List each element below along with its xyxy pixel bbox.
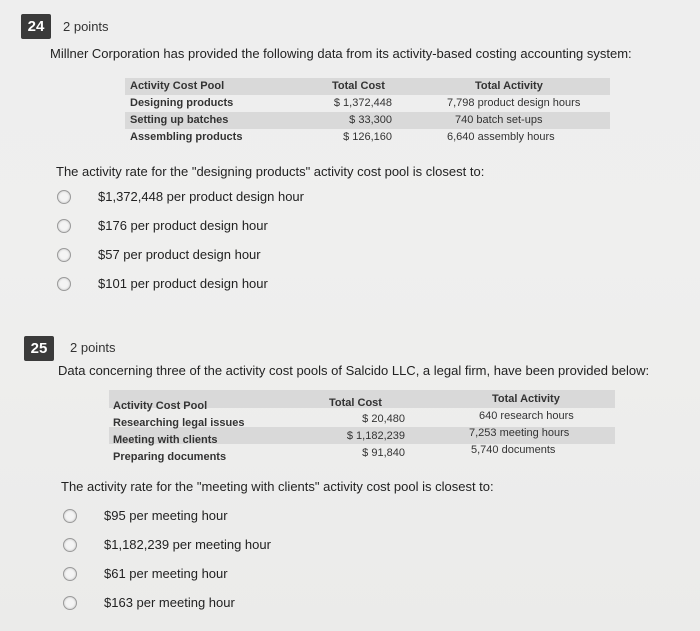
table-cell: 740 batch set-ups bbox=[455, 114, 543, 126]
activity-table bbox=[109, 390, 615, 464]
table-cell: Assembling products bbox=[130, 131, 243, 143]
table-row bbox=[125, 129, 610, 146]
answer-option[interactable] bbox=[57, 215, 71, 237]
answer-option-label[interactable]: $176 per product design hour bbox=[98, 218, 268, 233]
table-cell: $ 1,372,448 bbox=[333, 97, 392, 109]
answer-option[interactable] bbox=[57, 273, 71, 295]
radio-button[interactable] bbox=[57, 248, 71, 262]
table-cell: 6,640 assembly hours bbox=[447, 131, 555, 143]
answer-option-label[interactable]: $1,182,239 per meeting hour bbox=[104, 537, 271, 552]
radio-button[interactable] bbox=[63, 567, 77, 581]
answer-option-label[interactable]: $57 per product design hour bbox=[98, 247, 261, 262]
answer-option-label[interactable]: $61 per meeting hour bbox=[104, 566, 228, 581]
table-cell: Designing products bbox=[130, 97, 234, 109]
table-row bbox=[125, 95, 610, 112]
table-cell: Researching legal issues bbox=[113, 417, 245, 429]
question-intro: Millner Corporation has provided the following data from its activity-based costing accounting system: bbox=[50, 46, 632, 61]
answer-option[interactable] bbox=[63, 534, 77, 556]
table-row bbox=[125, 112, 610, 129]
question-text: The activity rate for the "meeting with clients" activity cost pool is closest to: bbox=[61, 479, 494, 494]
radio-button[interactable] bbox=[57, 277, 71, 291]
answer-option[interactable] bbox=[57, 244, 71, 266]
table-header: Total Activity bbox=[492, 393, 560, 405]
answer-option[interactable] bbox=[63, 505, 77, 527]
question-number: 25 bbox=[24, 336, 54, 361]
table-cell: 7,253 meeting hours bbox=[469, 427, 570, 439]
table-cell: $ 1,182,239 bbox=[346, 430, 405, 442]
table-cell: 7,798 product design hours bbox=[447, 97, 581, 109]
activity-table bbox=[125, 78, 610, 148]
table-cell: $ 126,160 bbox=[343, 131, 392, 143]
answer-option-label[interactable]: $101 per product design hour bbox=[98, 276, 268, 291]
answer-option[interactable] bbox=[63, 592, 77, 614]
radio-button[interactable] bbox=[63, 538, 77, 552]
table-header: Total Cost bbox=[332, 80, 385, 92]
table-cell: $ 91,840 bbox=[362, 447, 405, 459]
table-cell: $ 20,480 bbox=[362, 413, 405, 425]
table-header: Activity Cost Pool bbox=[130, 80, 225, 92]
table-cell: 640 research hours bbox=[479, 410, 574, 422]
answer-option-label[interactable]: $95 per meeting hour bbox=[104, 508, 228, 523]
table-header: Total Cost bbox=[329, 397, 382, 409]
question-text: The activity rate for the "designing products" activity cost pool is closest to: bbox=[56, 164, 485, 179]
table-cell: Meeting with clients bbox=[113, 434, 218, 446]
question-intro: Data concerning three of the activity cost pools of Salcido LLC, a legal firm, have been provided below: bbox=[58, 363, 650, 378]
question-number: 24 bbox=[21, 14, 51, 39]
radio-button[interactable] bbox=[57, 219, 71, 233]
table-header-row bbox=[125, 78, 610, 95]
table-cell: Setting up batches bbox=[130, 114, 229, 126]
answer-option[interactable] bbox=[57, 186, 71, 208]
radio-button[interactable] bbox=[57, 190, 71, 204]
answer-option-label[interactable]: $163 per meeting hour bbox=[104, 595, 235, 610]
radio-button[interactable] bbox=[63, 509, 77, 523]
answer-option[interactable] bbox=[63, 563, 77, 585]
question-points: 2 points bbox=[70, 340, 116, 355]
radio-button[interactable] bbox=[63, 596, 77, 610]
table-cell: $ 33,300 bbox=[349, 114, 392, 126]
table-cell: Preparing documents bbox=[113, 451, 227, 463]
answer-option-label[interactable]: $1,372,448 per product design hour bbox=[98, 189, 304, 204]
question-points: 2 points bbox=[63, 19, 109, 34]
table-header: Total Activity bbox=[475, 80, 543, 92]
table-cell: 5,740 documents bbox=[471, 444, 556, 456]
table-header: Activity Cost Pool bbox=[113, 400, 208, 412]
